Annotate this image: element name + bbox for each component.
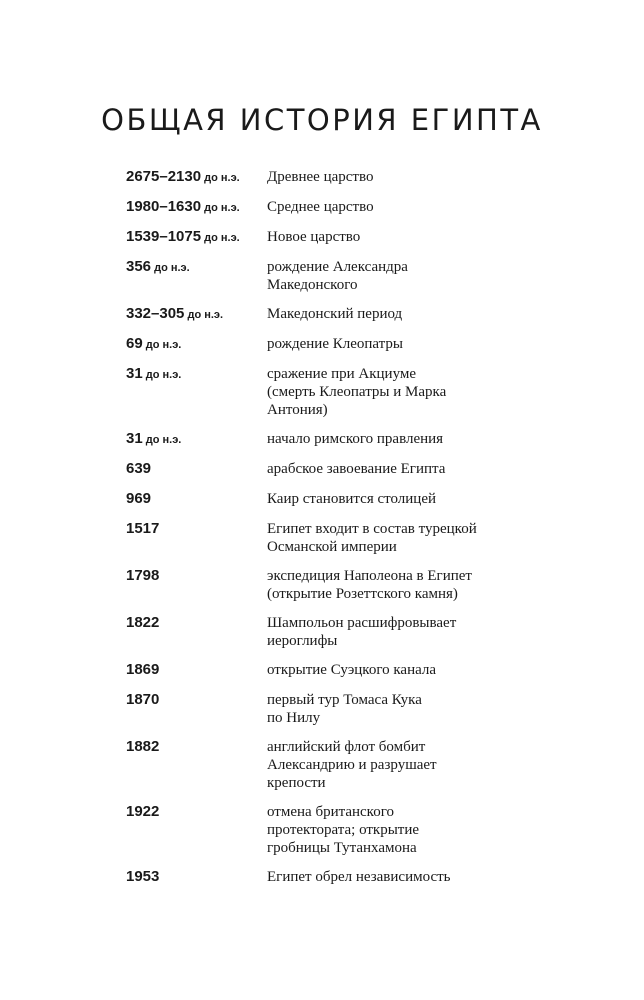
timeline-row [126, 614, 526, 650]
date-year: 1980–1630 [126, 198, 202, 215]
timeline-event: Египет обрел независимость [267, 869, 451, 885]
date-year: 1869 [126, 661, 160, 678]
date-era: до н.э. [142, 369, 182, 381]
date-era: до н.э. [142, 434, 182, 446]
timeline-date [126, 168, 267, 187]
date-year: 2675–2130 [126, 168, 202, 185]
date-year: 1517 [126, 520, 160, 537]
timeline-date [126, 305, 267, 324]
timeline-event: первый тур Томаса Кука по Нилу [267, 692, 422, 726]
timeline-date [126, 738, 267, 757]
date-era: до н.э. [184, 309, 224, 321]
date-year: 69 [126, 335, 143, 352]
page-title: ОБЩАЯ ИСТОРИЯ ЕГИПТА [101, 103, 543, 137]
timeline-row [126, 168, 526, 187]
date-year: 1798 [126, 567, 160, 584]
date-year: 1953 [126, 868, 160, 885]
date-year: 969 [126, 490, 152, 507]
date-year: 31 [126, 365, 143, 382]
timeline-event: начало римского правления [267, 431, 444, 447]
timeline-date [126, 198, 267, 217]
timeline-event: Македонский период [267, 306, 403, 322]
timeline-date [126, 661, 267, 680]
timeline-row [126, 661, 526, 680]
timeline-event: Среднее царство [267, 199, 374, 215]
timeline-row [126, 460, 526, 479]
timeline-row [126, 520, 526, 556]
timeline-row [126, 490, 526, 509]
timeline-row [126, 335, 526, 354]
timeline-date [126, 868, 267, 887]
timeline-row [126, 258, 526, 294]
timeline-event: рождение Александра Македонского [267, 259, 408, 293]
timeline-date [126, 430, 267, 449]
timeline-event: Каир становится столицей [267, 491, 437, 507]
timeline-list [126, 168, 526, 898]
timeline-date [126, 520, 267, 539]
date-year: 1539–1075 [126, 228, 202, 245]
date-year: 1882 [126, 738, 160, 755]
date-year: 356 [126, 258, 152, 275]
timeline-date [126, 335, 267, 354]
timeline-event: сражение при Акциуме (смерть Клеопатры и Марка Антония) [267, 366, 447, 418]
timeline-date [126, 365, 267, 384]
date-era: до н.э. [201, 202, 240, 214]
timeline-event: Шампольон расшифровывает иероглифы [267, 615, 457, 649]
timeline-date [126, 258, 267, 277]
date-year: 31 [126, 430, 143, 447]
timeline-date [126, 490, 267, 509]
timeline-row [126, 228, 526, 247]
timeline-event: английский флот бомбит Александрию и разрушает крепости [267, 739, 437, 791]
timeline-row [126, 738, 526, 792]
date-year: 1922 [126, 803, 160, 820]
date-era: до н.э. [151, 262, 190, 274]
timeline-event: арабское завоевание Египта [267, 461, 446, 477]
date-year: 1822 [126, 614, 160, 631]
timeline-event: Древнее царство [267, 169, 374, 185]
timeline-event: экспедиция Наполеона в Египет (открытие Розеттского камня) [267, 568, 472, 602]
timeline-row [126, 868, 526, 887]
date-era: до н.э. [142, 339, 182, 351]
timeline-row [126, 691, 526, 727]
timeline-row [126, 305, 526, 324]
date-year: 332–305 [126, 305, 185, 322]
date-era: до н.э. [201, 232, 240, 244]
timeline-row [126, 567, 526, 603]
timeline-event: отмена британского протектората; открытие гробницы Тутанхамона [267, 804, 420, 856]
timeline-date [126, 228, 267, 247]
timeline-event: открытие Суэцкого канала [267, 662, 437, 678]
timeline-date [126, 803, 267, 822]
timeline-row [126, 803, 526, 857]
date-year: 639 [126, 460, 152, 477]
timeline-event: рождение Клеопатры [267, 336, 404, 352]
timeline-event: Египет входит в состав турецкой Османской империи [267, 521, 477, 555]
date-year: 1870 [126, 691, 160, 708]
timeline-date [126, 460, 267, 479]
timeline-date [126, 567, 267, 586]
timeline-row [126, 365, 526, 419]
date-era: до н.э. [201, 172, 240, 184]
timeline-row [126, 198, 526, 217]
timeline-date [126, 614, 267, 633]
timeline-date [126, 691, 267, 710]
timeline-row [126, 430, 526, 449]
timeline-event: Новое царство [267, 229, 361, 245]
